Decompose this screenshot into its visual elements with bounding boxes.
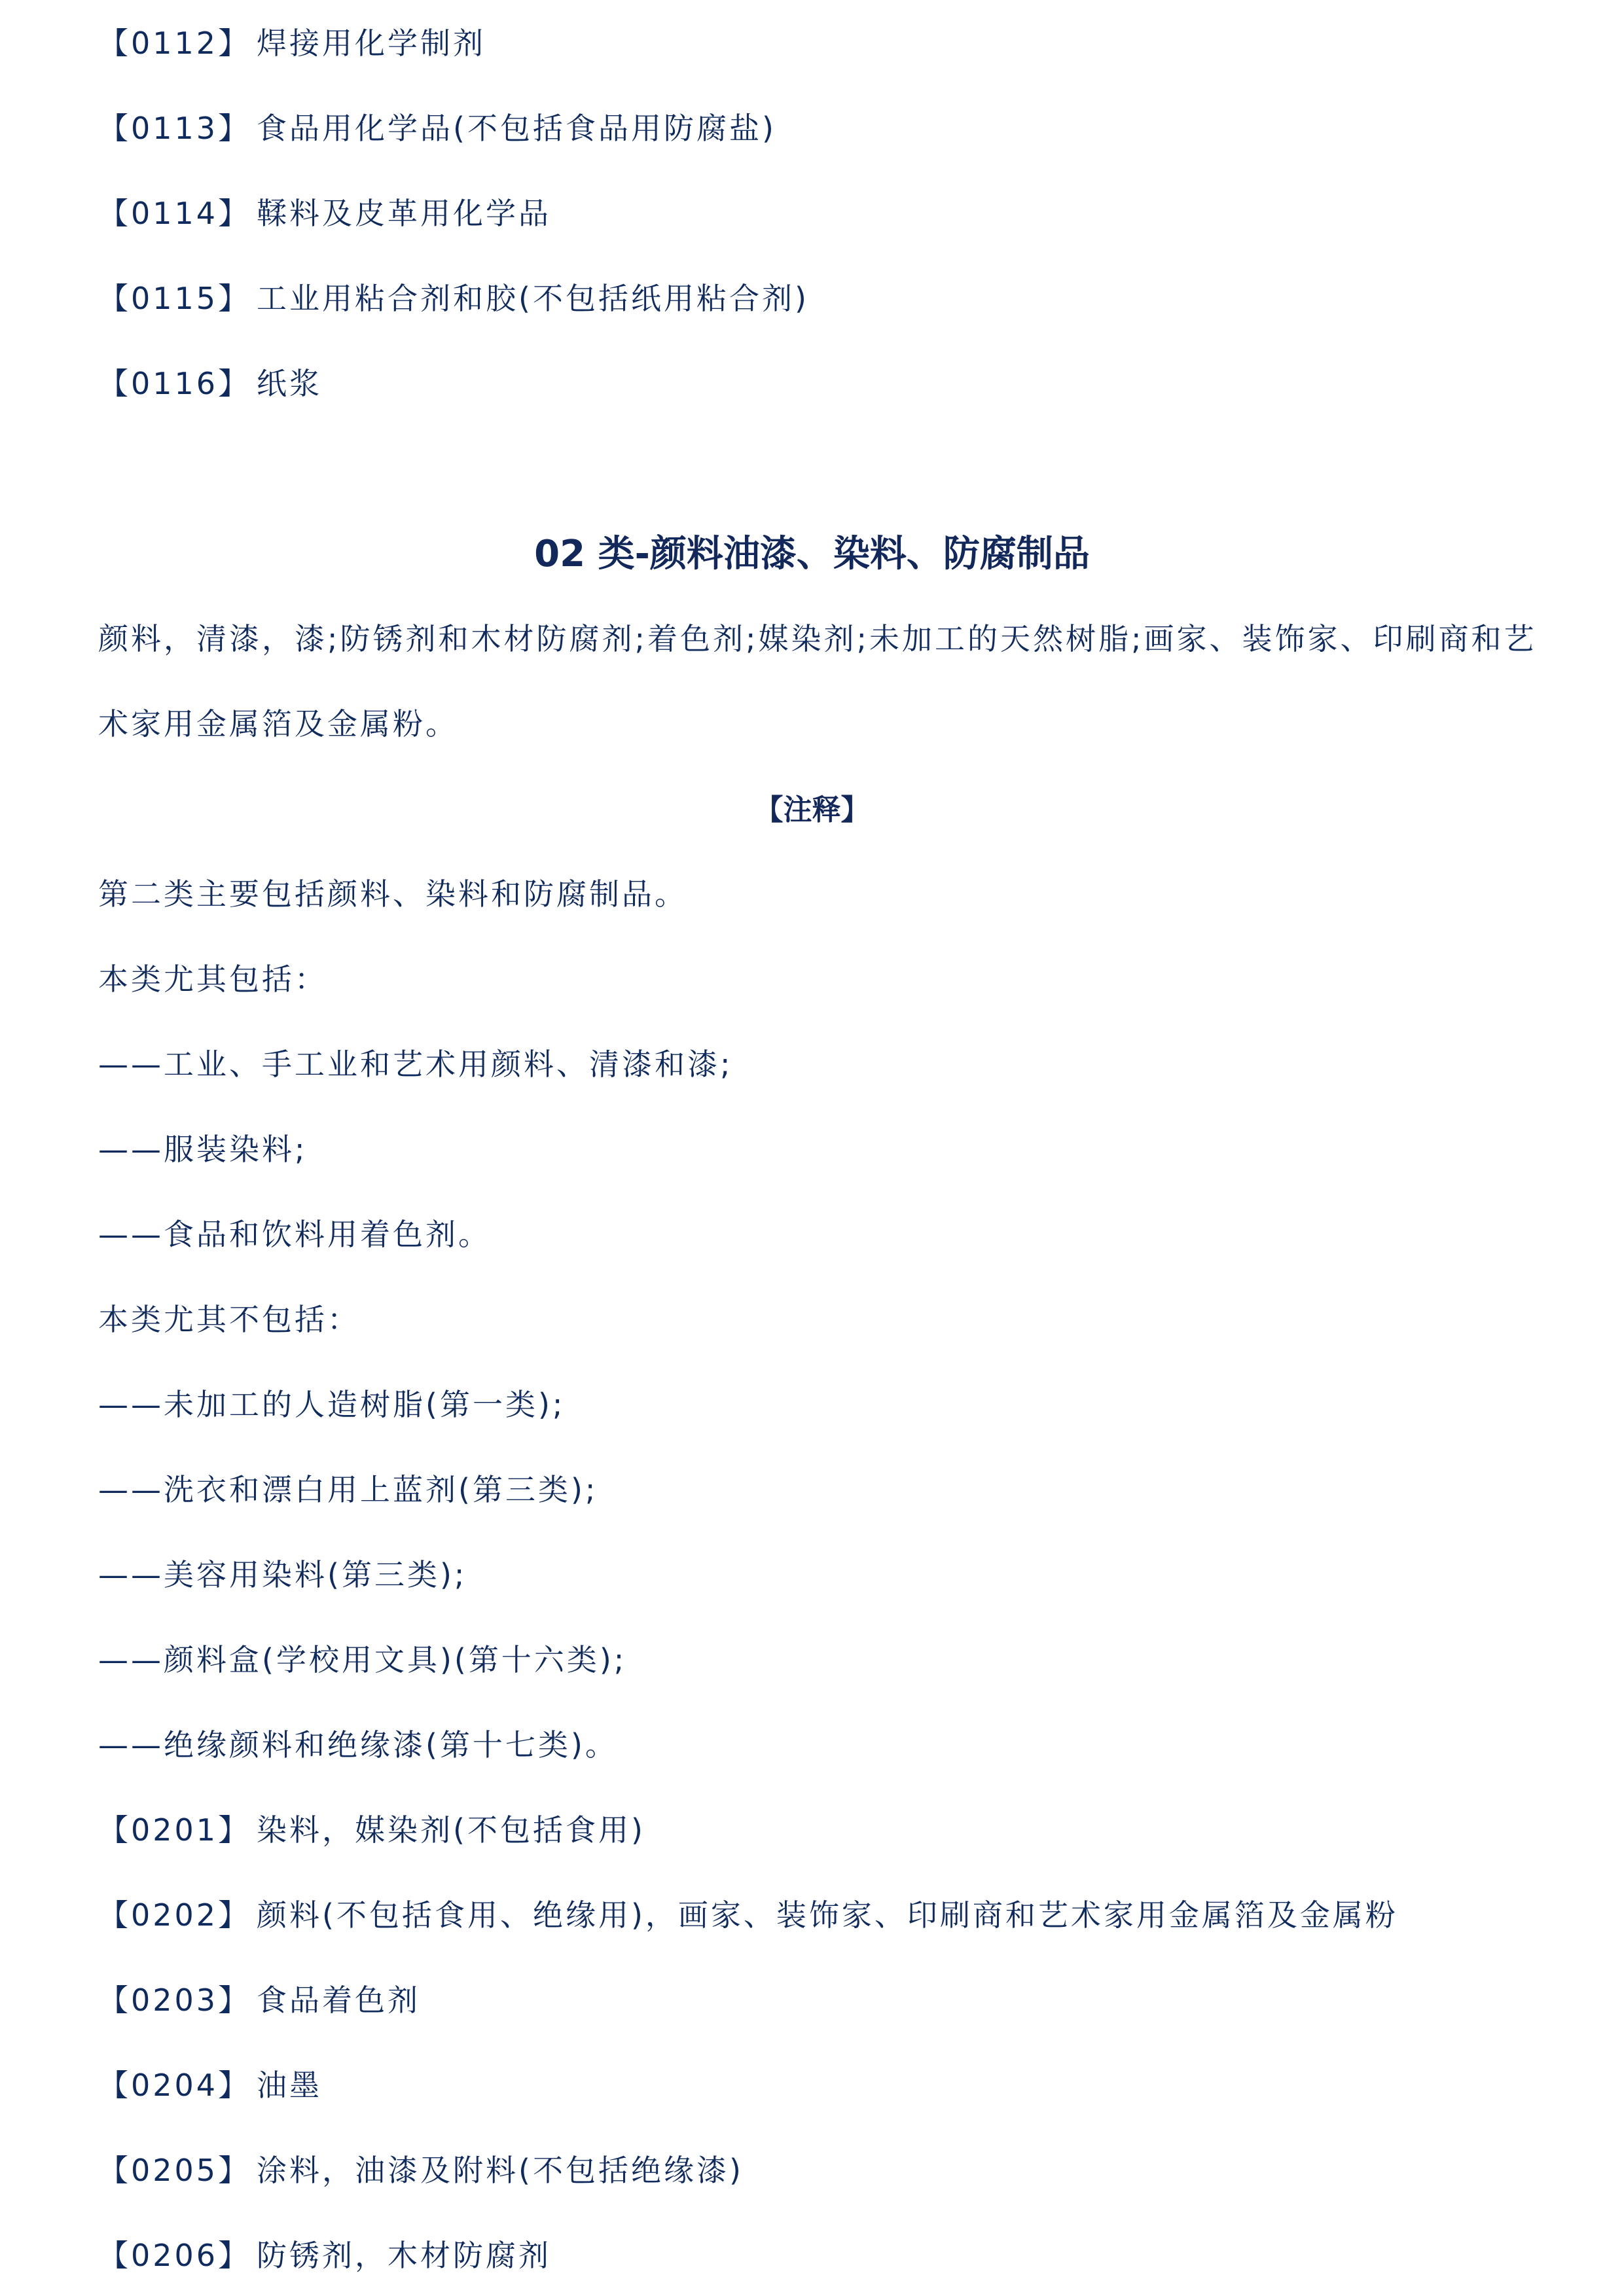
- section-title: 02 类-颜料油漆、染料、防腐制品: [534, 533, 1090, 575]
- item-code: 【0205】: [98, 2153, 251, 2188]
- item-text: 涂料，油漆及附料(不包括绝缘漆): [257, 2153, 744, 2188]
- list-item: [98, 2066, 322, 2105]
- note-line: 本类尤其不包括：: [98, 1302, 360, 1337]
- note-line: ——颜料盒(学校用文具)(第十六类);: [98, 1642, 627, 1677]
- note-line: ——绝缘颜料和绝缘漆(第十七类)。: [98, 1727, 618, 1763]
- item-code: 【0206】: [98, 2238, 251, 2273]
- item-text: 纸浆: [257, 366, 322, 401]
- item-code: 【0115】: [98, 281, 251, 316]
- section-description-line: 颜料，清漆，漆;防锈剂和木材防腐剂;着色剂;媒染剂;未加工的天然树脂;画家、装饰家、印刷商和艺: [98, 621, 1537, 656]
- item-code: 【0113】: [98, 111, 251, 146]
- item-text: 染料，媒染剂(不包括食用): [257, 1812, 645, 1848]
- note-line: 本类尤其包括：: [98, 961, 327, 997]
- item-text: 鞣料及皮革用化学品: [257, 196, 551, 231]
- item-text: 防锈剂，木材防腐剂: [257, 2238, 551, 2273]
- item-text: 焊接用化学制剂: [257, 26, 486, 61]
- note-line: ——洗衣和漂白用上蓝剂(第三类);: [98, 1472, 598, 1507]
- note-line: ——食品和饮料用着色剂。: [98, 1217, 491, 1252]
- note-heading: 【注释】: [754, 793, 870, 827]
- note-line: ——服装染料;: [98, 1132, 308, 1167]
- item-code: 【0201】: [98, 1812, 251, 1848]
- item-code: 【0204】: [98, 2068, 251, 2103]
- list-item: [98, 364, 322, 403]
- item-text: 工业用粘合剂和胶(不包括纸用粘合剂): [257, 281, 809, 316]
- item-code: 【0112】: [98, 26, 251, 61]
- item-code: 【0116】: [98, 366, 251, 401]
- list-item: [98, 1981, 420, 2020]
- item-code: 【0114】: [98, 196, 251, 231]
- list-item: [98, 109, 776, 148]
- list-item: [98, 279, 809, 318]
- list-item: [98, 2151, 744, 2190]
- note-line: ——美容用染料(第三类);: [98, 1557, 467, 1592]
- list-item: [98, 1895, 1398, 1935]
- note-line: ——未加工的人造树脂(第一类);: [98, 1387, 566, 1422]
- item-code: 【0203】: [98, 1982, 251, 2018]
- list-item: [98, 194, 551, 233]
- item-text: 油墨: [257, 2068, 322, 2103]
- item-text: 食品用化学品(不包括食品用防腐盐): [257, 111, 776, 146]
- note-line: ——工业、手工业和艺术用颜料、清漆和漆;: [98, 1047, 733, 1082]
- list-item: [98, 1810, 645, 1850]
- item-text: 颜料(不包括食用、绝缘用)，画家、装饰家、印刷商和艺术家用金属箔及金属粉: [257, 1897, 1398, 1933]
- note-line: 第二类主要包括颜料、染料和防腐制品。: [98, 876, 687, 912]
- list-item: [98, 2236, 551, 2275]
- list-item: [98, 24, 486, 63]
- section-description-line: 术家用金属箔及金属粉。: [98, 706, 458, 742]
- item-code: 【0202】: [98, 1897, 251, 1933]
- item-text: 食品着色剂: [257, 1982, 420, 2018]
